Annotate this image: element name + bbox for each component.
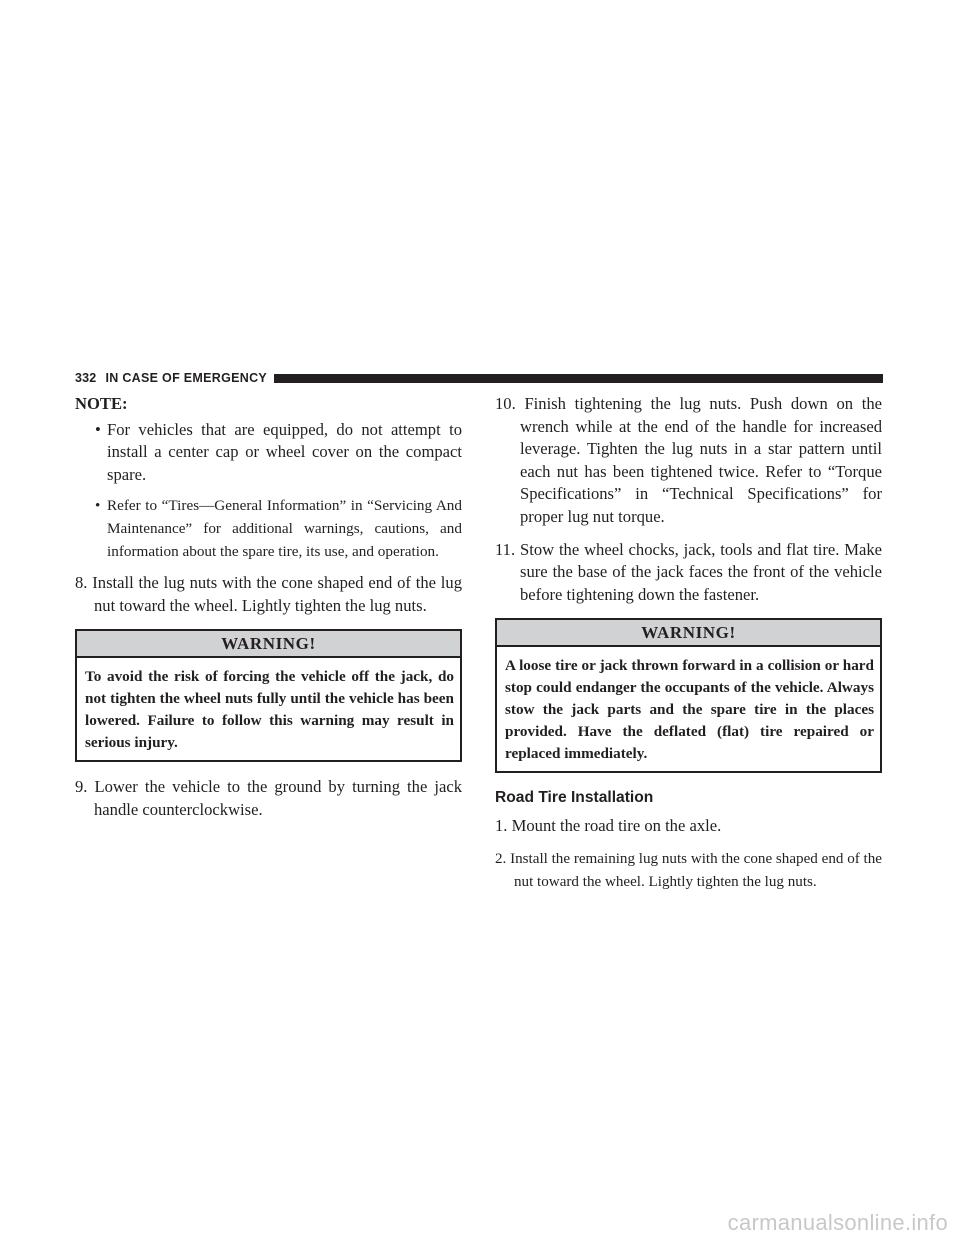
install-step-1 xyxy=(495,815,882,838)
step-number: 9. xyxy=(75,777,88,797)
warning-box xyxy=(495,618,882,773)
install-step-2 xyxy=(495,848,882,893)
note-title: NOTE: xyxy=(75,394,128,413)
step-number: 1. xyxy=(495,816,508,836)
step-number: 10. xyxy=(495,394,516,413)
section-title: IN CASE OF EMERGENCY xyxy=(105,371,268,385)
section-subheading: Road Tire Installation xyxy=(495,789,654,807)
step-text: Finish tightening the lug nuts. Push down on the wrench while at the end of the handle for increased leverage. Tighten the lug nuts in a star pattern until each nut has been tightened twice. Refer to “Torque Specifications” in “Technical Specifications” for proper lug nut torque. xyxy=(520,394,882,526)
bullet-icon: • xyxy=(95,497,101,515)
step-text: Stow the wheel chocks, jack, tools and flat tire. Make sure the base of the jack faces the front of the vehicle before tightening down the fastener. xyxy=(519,539,882,604)
step-11 xyxy=(495,539,882,607)
note-bullet-text: Refer to “Tires—General Information” in “Servicing And Maintenance” for additional warnings, cautions, and information about the spare tire, its use, and operation. xyxy=(107,497,462,560)
step-text: Mount the road tire on the axle. xyxy=(511,816,722,836)
step-text: Lower the vehicle to the ground by turning the jack handle counterclockwise. xyxy=(94,777,462,819)
step-text: Install the lug nuts with the cone shaped end of the lug nut toward the wheel. Lightly tighten the lug nuts. xyxy=(92,573,462,615)
watermark: carmanualsonline.info xyxy=(727,1210,948,1235)
step-number: 8. xyxy=(75,573,88,593)
warning-title: WARNING! xyxy=(77,631,460,658)
page-number: 332 xyxy=(75,371,97,385)
note-bullet xyxy=(75,419,462,487)
step-number: 2. xyxy=(495,850,507,867)
right-column xyxy=(495,393,882,903)
page-header xyxy=(75,370,883,386)
note-bullet xyxy=(75,495,462,563)
step-text: Install the remaining lug nuts with the cone shaped end of the nut toward the wheel. Lightly tighten the lug nuts. xyxy=(510,850,882,890)
bullet-icon: • xyxy=(95,419,101,439)
warning-body: To avoid the risk of forcing the vehicle off the jack, do not tighten the wheel nuts fully until the vehicle has been lowered. Failure to follow this warning may result in serious injury. xyxy=(85,668,454,752)
warning-body: A loose tire or jack thrown forward in a collision or hard stop could endanger the occupants of the vehicle. Always stow the jack parts and the spare tire in the places provided. Have the deflated (flat) tire repaired or replaced immediately. xyxy=(505,657,874,763)
step-number: 11. xyxy=(495,539,516,559)
step-9 xyxy=(75,776,462,821)
step-10 xyxy=(495,393,882,529)
left-column xyxy=(75,393,462,832)
note-bullet-text: For vehicles that are equipped, do not attempt to install a center cap or wheel cover on the compact spare. xyxy=(107,419,462,484)
warning-title: WARNING! xyxy=(497,620,880,647)
warning-box xyxy=(75,629,462,762)
step-8 xyxy=(75,572,462,617)
header-rule xyxy=(274,374,883,383)
